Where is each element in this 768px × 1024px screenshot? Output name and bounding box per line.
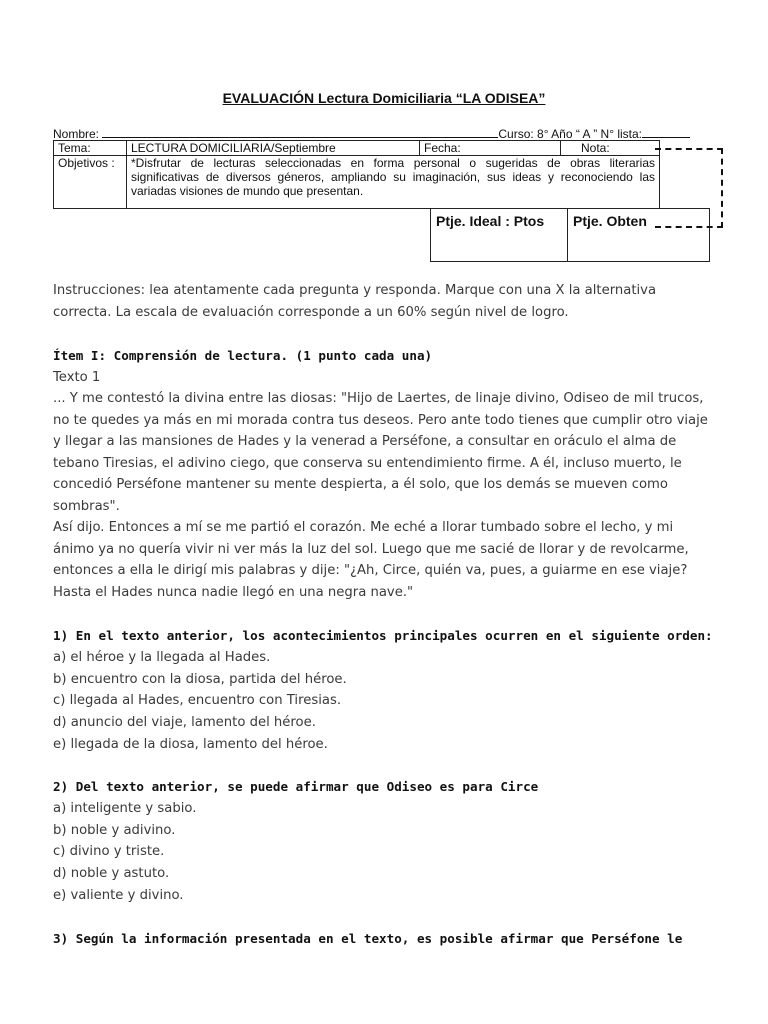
question-prompt: 3) Según la información presentada en el texto, es posible afirmar que Perséfone le xyxy=(53,931,683,946)
nombre-blank[interactable] xyxy=(102,126,498,138)
item1-section xyxy=(53,345,718,603)
option-d[interactable]: d) anuncio del viaje, lamento del héroe. xyxy=(53,715,316,731)
ptje-ideal: Ptje. Ideal : Ptos xyxy=(431,209,568,262)
question-prompt: 1) En el texto anterior, los acontecimientos principales ocurren en el siguiente orden: xyxy=(53,628,713,643)
option-d[interactable]: d) noble y astuto. xyxy=(53,866,170,882)
header-table xyxy=(53,140,660,209)
option-c[interactable]: c) llegada al Hades, encuentro con Tiresias. xyxy=(53,693,342,709)
texto-label: Texto 1 xyxy=(53,369,101,385)
question-2 xyxy=(53,776,718,907)
lista-blank[interactable] xyxy=(642,126,690,138)
option-b[interactable]: b) encuentro con la diosa, partida del héroe. xyxy=(53,671,347,687)
nota-label: Nota: xyxy=(561,141,660,156)
text-paragraph-1: ... Y me contestó la divina entre las diosas: "Hijo de Laertes, de linaje divino, Odiseo de mil trucos, no te quedes ya más en mi morada contra tus deseos. Pero ante todo tienes que cumplir otro viaje y llegar a las mansiones de Hades y la venerad a Perséfone, a consultar en oráculo el alma de tebano Tiresias, el adivino ciego, que conserva su entendimiento firme. A él, incluso muerto, le concedió Perséfone mantener su mente despierta, a él solo, que los demás se mueven como sombras". xyxy=(53,391,708,514)
option-e[interactable]: e) llegada de la diosa, lamento del héroe. xyxy=(53,736,328,752)
objetivos-label: Objetivos : xyxy=(54,156,127,209)
question-3 xyxy=(53,928,718,950)
instructions: Instrucciones: lea atentamente cada pregunta y responda. Marque con una X la alternativa correcta. La escala de evaluación corresponde a un 60% según nivel de logro. xyxy=(53,283,657,320)
curso-label: Curso: 8° Año “ A ” N° lista: xyxy=(498,127,643,141)
score-table xyxy=(430,208,710,262)
question-prompt: 2) Del texto anterior, se puede afirmar que Odiseo es para Circe xyxy=(53,779,539,794)
tema-label: Tema: xyxy=(54,141,127,156)
tema-value: LECTURA DOMICILIARIA/Septiembre xyxy=(127,141,420,156)
option-a[interactable]: a) inteligente y sabio. xyxy=(53,801,197,816)
ptje-obtenido: Ptje. Obten xyxy=(568,209,710,262)
nombre-curso-line xyxy=(53,126,713,141)
nombre-label: Nombre: xyxy=(53,127,100,141)
page-title: EVALUACIÓN Lectura Domiciliaria “LA ODISEA” xyxy=(222,90,546,106)
item1-heading: Ítem I: Comprensión de lectura. (1 punto cada una) xyxy=(53,348,433,363)
option-b[interactable]: b) noble y adivino. xyxy=(53,822,176,838)
text-paragraph-2: Así dijo. Entonces a mí se me partió el corazón. Me eché a llorar tumbado sobre el lecho, y mi ánimo ya no quería vivir ni ver más la luz del sol. Luego que me sacié de llorar y de revolcarme, entonces a ella le dirigí mis palabras y dije: "¿Ah, Circe, quién va, pues, a guiarme en ese viaje? Hasta el Hades nunca nadie llegó en una negra nave." xyxy=(53,520,689,600)
option-a[interactable]: a) el héroe y la llegada al Hades. xyxy=(53,650,271,665)
option-c[interactable]: c) divino y triste. xyxy=(53,844,165,860)
fecha-label: Fecha: xyxy=(420,141,561,156)
option-e[interactable]: e) valiente y divino. xyxy=(53,887,184,903)
objetivos-text: *Disfrutar de lecturas seleccionadas en forma personal o sugeridas de obras literarias significativas de diversos géneros, ampliando su imaginación, sus ideas y reconociendo las variadas visiones de mundo que presentan. xyxy=(127,156,660,209)
question-1 xyxy=(53,625,718,756)
